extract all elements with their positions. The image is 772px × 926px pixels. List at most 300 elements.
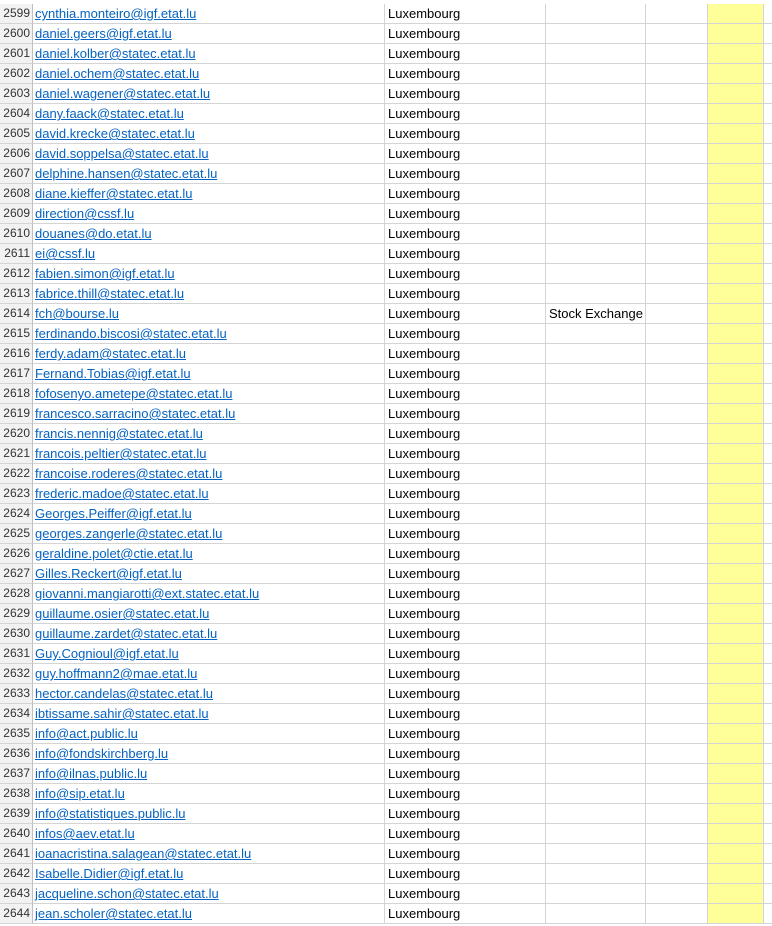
category-cell[interactable] bbox=[546, 704, 646, 724]
email-link-cell[interactable]: info@statistiques.public.lu bbox=[33, 804, 385, 824]
highlighted-cell[interactable] bbox=[708, 184, 764, 204]
empty-cell[interactable] bbox=[646, 364, 708, 384]
country-cell[interactable]: Luxembourg bbox=[385, 604, 546, 624]
empty-cell[interactable] bbox=[764, 84, 772, 104]
category-cell[interactable] bbox=[546, 324, 646, 344]
category-cell[interactable] bbox=[546, 664, 646, 684]
highlighted-cell[interactable] bbox=[708, 324, 764, 344]
email-link-cell[interactable]: Gilles.Reckert@igf.etat.lu bbox=[33, 564, 385, 584]
country-cell[interactable]: Luxembourg bbox=[385, 164, 546, 184]
empty-cell[interactable] bbox=[646, 304, 708, 324]
empty-cell[interactable] bbox=[764, 164, 772, 184]
country-cell[interactable]: Luxembourg bbox=[385, 464, 546, 484]
email-link-cell[interactable]: daniel.wagener@statec.etat.lu bbox=[33, 84, 385, 104]
row-number-header[interactable]: 2613 bbox=[0, 284, 33, 304]
category-cell[interactable] bbox=[546, 824, 646, 844]
country-cell[interactable]: Luxembourg bbox=[385, 724, 546, 744]
category-cell[interactable] bbox=[546, 784, 646, 804]
email-link-cell[interactable]: ferdinando.biscosi@statec.etat.lu bbox=[33, 324, 385, 344]
email-link-cell[interactable]: ioanacristina.salagean@statec.etat.lu bbox=[33, 844, 385, 864]
row-number-header[interactable]: 2631 bbox=[0, 644, 33, 664]
empty-cell[interactable] bbox=[646, 804, 708, 824]
country-cell[interactable]: Luxembourg bbox=[385, 124, 546, 144]
category-cell[interactable] bbox=[546, 464, 646, 484]
country-cell[interactable]: Luxembourg bbox=[385, 4, 546, 24]
empty-cell[interactable] bbox=[646, 184, 708, 204]
country-cell[interactable]: Luxembourg bbox=[385, 524, 546, 544]
empty-cell[interactable] bbox=[646, 684, 708, 704]
category-cell[interactable] bbox=[546, 644, 646, 664]
row-number-header[interactable]: 2620 bbox=[0, 424, 33, 444]
empty-cell[interactable] bbox=[646, 504, 708, 524]
row-number-header[interactable]: 2614 bbox=[0, 304, 33, 324]
empty-cell[interactable] bbox=[764, 604, 772, 624]
row-number-header[interactable]: 2634 bbox=[0, 704, 33, 724]
email-link-cell[interactable]: francoise.roderes@statec.etat.lu bbox=[33, 464, 385, 484]
email-link-cell[interactable]: francois.peltier@statec.etat.lu bbox=[33, 444, 385, 464]
email-link-cell[interactable]: frederic.madoe@statec.etat.lu bbox=[33, 484, 385, 504]
empty-cell[interactable] bbox=[646, 444, 708, 464]
row-number-header[interactable]: 2638 bbox=[0, 784, 33, 804]
category-cell[interactable] bbox=[546, 384, 646, 404]
email-link-cell[interactable]: ibtissame.sahir@statec.etat.lu bbox=[33, 704, 385, 724]
email-link-cell[interactable]: direction@cssf.lu bbox=[33, 204, 385, 224]
email-link-cell[interactable]: ferdy.adam@statec.etat.lu bbox=[33, 344, 385, 364]
empty-cell[interactable] bbox=[646, 644, 708, 664]
row-number-header[interactable]: 2641 bbox=[0, 844, 33, 864]
category-cell[interactable] bbox=[546, 24, 646, 44]
email-link-cell[interactable]: info@ilnas.public.lu bbox=[33, 764, 385, 784]
empty-cell[interactable] bbox=[764, 404, 772, 424]
row-number-header[interactable]: 2619 bbox=[0, 404, 33, 424]
row-number-header[interactable]: 2626 bbox=[0, 544, 33, 564]
empty-cell[interactable] bbox=[764, 264, 772, 284]
email-link-cell[interactable]: diane.kieffer@statec.etat.lu bbox=[33, 184, 385, 204]
country-cell[interactable]: Luxembourg bbox=[385, 144, 546, 164]
category-cell[interactable] bbox=[546, 364, 646, 384]
email-link-cell[interactable]: fabrice.thill@statec.etat.lu bbox=[33, 284, 385, 304]
empty-cell[interactable] bbox=[764, 464, 772, 484]
country-cell[interactable]: Luxembourg bbox=[385, 504, 546, 524]
country-cell[interactable]: Luxembourg bbox=[385, 804, 546, 824]
empty-cell[interactable] bbox=[646, 624, 708, 644]
empty-cell[interactable] bbox=[764, 324, 772, 344]
row-number-header[interactable]: 2633 bbox=[0, 684, 33, 704]
country-cell[interactable]: Luxembourg bbox=[385, 364, 546, 384]
row-number-header[interactable]: 2640 bbox=[0, 824, 33, 844]
row-number-header[interactable]: 2611 bbox=[0, 244, 33, 264]
category-cell[interactable] bbox=[546, 564, 646, 584]
row-number-header[interactable]: 2615 bbox=[0, 324, 33, 344]
email-link-cell[interactable]: info@sip.etat.lu bbox=[33, 784, 385, 804]
category-cell[interactable] bbox=[546, 124, 646, 144]
email-link-cell[interactable]: delphine.hansen@statec.etat.lu bbox=[33, 164, 385, 184]
empty-cell[interactable] bbox=[646, 144, 708, 164]
highlighted-cell[interactable] bbox=[708, 884, 764, 904]
email-link-cell[interactable]: fofosenyo.ametepe@statec.etat.lu bbox=[33, 384, 385, 404]
row-number-header[interactable]: 2601 bbox=[0, 44, 33, 64]
country-cell[interactable]: Luxembourg bbox=[385, 684, 546, 704]
country-cell[interactable]: Luxembourg bbox=[385, 204, 546, 224]
empty-cell[interactable] bbox=[646, 344, 708, 364]
row-number-header[interactable]: 2605 bbox=[0, 124, 33, 144]
empty-cell[interactable] bbox=[646, 64, 708, 84]
category-cell[interactable] bbox=[546, 84, 646, 104]
highlighted-cell[interactable] bbox=[708, 664, 764, 684]
empty-cell[interactable] bbox=[764, 704, 772, 724]
country-cell[interactable]: Luxembourg bbox=[385, 424, 546, 444]
empty-cell[interactable] bbox=[646, 784, 708, 804]
row-number-header[interactable]: 2621 bbox=[0, 444, 33, 464]
highlighted-cell[interactable] bbox=[708, 64, 764, 84]
highlighted-cell[interactable] bbox=[708, 864, 764, 884]
country-cell[interactable]: Luxembourg bbox=[385, 324, 546, 344]
category-cell[interactable] bbox=[546, 224, 646, 244]
category-cell[interactable] bbox=[546, 184, 646, 204]
country-cell[interactable]: Luxembourg bbox=[385, 304, 546, 324]
country-cell[interactable]: Luxembourg bbox=[385, 704, 546, 724]
email-link-cell[interactable]: david.krecke@statec.etat.lu bbox=[33, 124, 385, 144]
empty-cell[interactable] bbox=[646, 584, 708, 604]
category-cell[interactable] bbox=[546, 204, 646, 224]
country-cell[interactable]: Luxembourg bbox=[385, 64, 546, 84]
empty-cell[interactable] bbox=[646, 764, 708, 784]
country-cell[interactable]: Luxembourg bbox=[385, 624, 546, 644]
country-cell[interactable]: Luxembourg bbox=[385, 44, 546, 64]
empty-cell[interactable] bbox=[764, 504, 772, 524]
category-cell[interactable] bbox=[546, 904, 646, 924]
empty-cell[interactable] bbox=[764, 64, 772, 84]
email-link-cell[interactable]: cynthia.monteiro@igf.etat.lu bbox=[33, 4, 385, 24]
empty-cell[interactable] bbox=[646, 564, 708, 584]
email-link-cell[interactable]: info@act.public.lu bbox=[33, 724, 385, 744]
row-number-header[interactable]: 2617 bbox=[0, 364, 33, 384]
category-cell[interactable] bbox=[546, 4, 646, 24]
highlighted-cell[interactable] bbox=[708, 164, 764, 184]
email-link-cell[interactable]: guillaume.zardet@statec.etat.lu bbox=[33, 624, 385, 644]
country-cell[interactable]: Luxembourg bbox=[385, 104, 546, 124]
empty-cell[interactable] bbox=[646, 404, 708, 424]
category-cell[interactable] bbox=[546, 744, 646, 764]
category-cell[interactable] bbox=[546, 524, 646, 544]
empty-cell[interactable] bbox=[764, 484, 772, 504]
empty-cell[interactable] bbox=[764, 684, 772, 704]
empty-cell[interactable] bbox=[646, 264, 708, 284]
country-cell[interactable]: Luxembourg bbox=[385, 664, 546, 684]
highlighted-cell[interactable] bbox=[708, 724, 764, 744]
row-number-header[interactable]: 2639 bbox=[0, 804, 33, 824]
email-link-cell[interactable]: guillaume.osier@statec.etat.lu bbox=[33, 604, 385, 624]
empty-cell[interactable] bbox=[646, 604, 708, 624]
empty-cell[interactable] bbox=[646, 864, 708, 884]
empty-cell[interactable] bbox=[764, 904, 772, 924]
category-cell[interactable] bbox=[546, 64, 646, 84]
empty-cell[interactable] bbox=[764, 724, 772, 744]
country-cell[interactable]: Luxembourg bbox=[385, 904, 546, 924]
highlighted-cell[interactable] bbox=[708, 744, 764, 764]
highlighted-cell[interactable] bbox=[708, 244, 764, 264]
empty-cell[interactable] bbox=[764, 824, 772, 844]
row-number-header[interactable]: 2599 bbox=[0, 4, 33, 24]
empty-cell[interactable] bbox=[764, 744, 772, 764]
empty-cell[interactable] bbox=[646, 484, 708, 504]
empty-cell[interactable] bbox=[646, 4, 708, 24]
empty-cell[interactable] bbox=[646, 544, 708, 564]
country-cell[interactable]: Luxembourg bbox=[385, 824, 546, 844]
row-number-header[interactable]: 2643 bbox=[0, 884, 33, 904]
row-number-header[interactable]: 2623 bbox=[0, 484, 33, 504]
email-link-cell[interactable]: daniel.kolber@statec.etat.lu bbox=[33, 44, 385, 64]
highlighted-cell[interactable] bbox=[708, 204, 764, 224]
highlighted-cell[interactable] bbox=[708, 224, 764, 244]
email-link-cell[interactable]: fabien.simon@igf.etat.lu bbox=[33, 264, 385, 284]
highlighted-cell[interactable] bbox=[708, 904, 764, 924]
country-cell[interactable]: Luxembourg bbox=[385, 484, 546, 504]
row-number-header[interactable]: 2602 bbox=[0, 64, 33, 84]
highlighted-cell[interactable] bbox=[708, 684, 764, 704]
email-link-cell[interactable]: dany.faack@statec.etat.lu bbox=[33, 104, 385, 124]
empty-cell[interactable] bbox=[764, 304, 772, 324]
row-number-header[interactable]: 2616 bbox=[0, 344, 33, 364]
highlighted-cell[interactable] bbox=[708, 44, 764, 64]
category-cell[interactable] bbox=[546, 144, 646, 164]
category-cell[interactable] bbox=[546, 264, 646, 284]
category-cell[interactable] bbox=[546, 544, 646, 564]
email-link-cell[interactable]: georges.zangerle@statec.etat.lu bbox=[33, 524, 385, 544]
country-cell[interactable]: Luxembourg bbox=[385, 24, 546, 44]
country-cell[interactable]: Luxembourg bbox=[385, 264, 546, 284]
country-cell[interactable]: Luxembourg bbox=[385, 444, 546, 464]
highlighted-cell[interactable] bbox=[708, 144, 764, 164]
empty-cell[interactable] bbox=[764, 804, 772, 824]
email-link-cell[interactable]: Isabelle.Didier@igf.etat.lu bbox=[33, 864, 385, 884]
email-link-cell[interactable]: jacqueline.schon@statec.etat.lu bbox=[33, 884, 385, 904]
highlighted-cell[interactable] bbox=[708, 524, 764, 544]
country-cell[interactable]: Luxembourg bbox=[385, 744, 546, 764]
row-number-header[interactable]: 2603 bbox=[0, 84, 33, 104]
empty-cell[interactable] bbox=[764, 224, 772, 244]
email-link-cell[interactable]: info@fondskirchberg.lu bbox=[33, 744, 385, 764]
row-number-header[interactable]: 2622 bbox=[0, 464, 33, 484]
highlighted-cell[interactable] bbox=[708, 544, 764, 564]
empty-cell[interactable] bbox=[646, 904, 708, 924]
empty-cell[interactable] bbox=[646, 224, 708, 244]
email-link-cell[interactable]: daniel.ochem@statec.etat.lu bbox=[33, 64, 385, 84]
email-link-cell[interactable]: jean.scholer@statec.etat.lu bbox=[33, 904, 385, 924]
country-cell[interactable]: Luxembourg bbox=[385, 784, 546, 804]
country-cell[interactable]: Luxembourg bbox=[385, 884, 546, 904]
country-cell[interactable]: Luxembourg bbox=[385, 404, 546, 424]
country-cell[interactable]: Luxembourg bbox=[385, 344, 546, 364]
empty-cell[interactable] bbox=[764, 244, 772, 264]
country-cell[interactable]: Luxembourg bbox=[385, 564, 546, 584]
country-cell[interactable]: Luxembourg bbox=[385, 244, 546, 264]
empty-cell[interactable] bbox=[764, 364, 772, 384]
highlighted-cell[interactable] bbox=[708, 304, 764, 324]
category-cell[interactable] bbox=[546, 844, 646, 864]
empty-cell[interactable] bbox=[764, 544, 772, 564]
row-number-header[interactable]: 2629 bbox=[0, 604, 33, 624]
empty-cell[interactable] bbox=[764, 104, 772, 124]
empty-cell[interactable] bbox=[764, 24, 772, 44]
country-cell[interactable]: Luxembourg bbox=[385, 184, 546, 204]
empty-cell[interactable] bbox=[646, 464, 708, 484]
category-cell[interactable] bbox=[546, 284, 646, 304]
email-link-cell[interactable]: ei@cssf.lu bbox=[33, 244, 385, 264]
category-cell[interactable] bbox=[546, 404, 646, 424]
country-cell[interactable]: Luxembourg bbox=[385, 544, 546, 564]
email-link-cell[interactable]: infos@aev.etat.lu bbox=[33, 824, 385, 844]
country-cell[interactable]: Luxembourg bbox=[385, 844, 546, 864]
highlighted-cell[interactable] bbox=[708, 264, 764, 284]
row-number-header[interactable]: 2632 bbox=[0, 664, 33, 684]
empty-cell[interactable] bbox=[764, 4, 772, 24]
empty-cell[interactable] bbox=[764, 664, 772, 684]
empty-cell[interactable] bbox=[646, 744, 708, 764]
row-number-header[interactable]: 2630 bbox=[0, 624, 33, 644]
category-cell[interactable] bbox=[546, 424, 646, 444]
empty-cell[interactable] bbox=[646, 164, 708, 184]
highlighted-cell[interactable] bbox=[708, 824, 764, 844]
email-link-cell[interactable]: daniel.geers@igf.etat.lu bbox=[33, 24, 385, 44]
category-cell[interactable] bbox=[546, 584, 646, 604]
empty-cell[interactable] bbox=[764, 424, 772, 444]
empty-cell[interactable] bbox=[764, 864, 772, 884]
country-cell[interactable]: Luxembourg bbox=[385, 84, 546, 104]
category-cell[interactable] bbox=[546, 804, 646, 824]
empty-cell[interactable] bbox=[646, 844, 708, 864]
empty-cell[interactable] bbox=[646, 384, 708, 404]
row-number-header[interactable]: 2610 bbox=[0, 224, 33, 244]
highlighted-cell[interactable] bbox=[708, 584, 764, 604]
highlighted-cell[interactable] bbox=[708, 444, 764, 464]
category-cell[interactable] bbox=[546, 884, 646, 904]
empty-cell[interactable] bbox=[646, 244, 708, 264]
empty-cell[interactable] bbox=[646, 104, 708, 124]
highlighted-cell[interactable] bbox=[708, 644, 764, 664]
category-cell[interactable] bbox=[546, 624, 646, 644]
highlighted-cell[interactable] bbox=[708, 784, 764, 804]
country-cell[interactable]: Luxembourg bbox=[385, 644, 546, 664]
empty-cell[interactable] bbox=[764, 584, 772, 604]
row-number-header[interactable]: 2608 bbox=[0, 184, 33, 204]
category-cell[interactable] bbox=[546, 724, 646, 744]
highlighted-cell[interactable] bbox=[708, 424, 764, 444]
highlighted-cell[interactable] bbox=[708, 4, 764, 24]
email-link-cell[interactable]: giovanni.mangiarotti@ext.statec.etat.lu bbox=[33, 584, 385, 604]
empty-cell[interactable] bbox=[646, 284, 708, 304]
category-cell[interactable] bbox=[546, 484, 646, 504]
category-cell[interactable] bbox=[546, 864, 646, 884]
empty-cell[interactable] bbox=[764, 764, 772, 784]
row-number-header[interactable]: 2607 bbox=[0, 164, 33, 184]
empty-cell[interactable] bbox=[764, 184, 772, 204]
category-cell[interactable] bbox=[546, 504, 646, 524]
empty-cell[interactable] bbox=[646, 884, 708, 904]
highlighted-cell[interactable] bbox=[708, 344, 764, 364]
empty-cell[interactable] bbox=[646, 704, 708, 724]
row-number-header[interactable]: 2642 bbox=[0, 864, 33, 884]
country-cell[interactable]: Luxembourg bbox=[385, 224, 546, 244]
highlighted-cell[interactable] bbox=[708, 84, 764, 104]
empty-cell[interactable] bbox=[764, 344, 772, 364]
row-number-header[interactable]: 2604 bbox=[0, 104, 33, 124]
row-number-header[interactable]: 2612 bbox=[0, 264, 33, 284]
category-cell[interactable] bbox=[546, 764, 646, 784]
highlighted-cell[interactable] bbox=[708, 284, 764, 304]
category-cell[interactable] bbox=[546, 444, 646, 464]
highlighted-cell[interactable] bbox=[708, 704, 764, 724]
email-link-cell[interactable]: Fernand.Tobias@igf.etat.lu bbox=[33, 364, 385, 384]
highlighted-cell[interactable] bbox=[708, 384, 764, 404]
empty-cell[interactable] bbox=[764, 444, 772, 464]
empty-cell[interactable] bbox=[646, 724, 708, 744]
empty-cell[interactable] bbox=[764, 844, 772, 864]
email-link-cell[interactable]: douanes@do.etat.lu bbox=[33, 224, 385, 244]
row-number-header[interactable]: 2628 bbox=[0, 584, 33, 604]
highlighted-cell[interactable] bbox=[708, 484, 764, 504]
empty-cell[interactable] bbox=[646, 204, 708, 224]
empty-cell[interactable] bbox=[764, 124, 772, 144]
empty-cell[interactable] bbox=[764, 644, 772, 664]
empty-cell[interactable] bbox=[764, 564, 772, 584]
empty-cell[interactable] bbox=[764, 144, 772, 164]
email-link-cell[interactable]: geraldine.polet@ctie.etat.lu bbox=[33, 544, 385, 564]
email-link-cell[interactable]: francis.nennig@statec.etat.lu bbox=[33, 424, 385, 444]
highlighted-cell[interactable] bbox=[708, 564, 764, 584]
highlighted-cell[interactable] bbox=[708, 804, 764, 824]
empty-cell[interactable] bbox=[646, 424, 708, 444]
row-number-header[interactable]: 2635 bbox=[0, 724, 33, 744]
email-link-cell[interactable]: fch@bourse.lu bbox=[33, 304, 385, 324]
highlighted-cell[interactable] bbox=[708, 24, 764, 44]
empty-cell[interactable] bbox=[764, 284, 772, 304]
empty-cell[interactable] bbox=[764, 524, 772, 544]
empty-cell[interactable] bbox=[646, 664, 708, 684]
category-cell[interactable] bbox=[546, 604, 646, 624]
empty-cell[interactable] bbox=[764, 44, 772, 64]
highlighted-cell[interactable] bbox=[708, 844, 764, 864]
highlighted-cell[interactable] bbox=[708, 364, 764, 384]
highlighted-cell[interactable] bbox=[708, 464, 764, 484]
highlighted-cell[interactable] bbox=[708, 624, 764, 644]
empty-cell[interactable] bbox=[646, 24, 708, 44]
empty-cell[interactable] bbox=[646, 44, 708, 64]
empty-cell[interactable] bbox=[764, 784, 772, 804]
highlighted-cell[interactable] bbox=[708, 124, 764, 144]
country-cell[interactable]: Luxembourg bbox=[385, 284, 546, 304]
category-cell[interactable] bbox=[546, 344, 646, 364]
empty-cell[interactable] bbox=[646, 524, 708, 544]
empty-cell[interactable] bbox=[764, 624, 772, 644]
row-number-header[interactable]: 2644 bbox=[0, 904, 33, 924]
email-link-cell[interactable]: Georges.Peiffer@igf.etat.lu bbox=[33, 504, 385, 524]
row-number-header[interactable]: 2600 bbox=[0, 24, 33, 44]
empty-cell[interactable] bbox=[764, 384, 772, 404]
row-number-header[interactable]: 2624 bbox=[0, 504, 33, 524]
row-number-header[interactable]: 2625 bbox=[0, 524, 33, 544]
email-link-cell[interactable]: guy.hoffmann2@mae.etat.lu bbox=[33, 664, 385, 684]
email-link-cell[interactable]: Guy.Cognioul@igf.etat.lu bbox=[33, 644, 385, 664]
country-cell[interactable]: Luxembourg bbox=[385, 584, 546, 604]
highlighted-cell[interactable] bbox=[708, 504, 764, 524]
row-number-header[interactable]: 2609 bbox=[0, 204, 33, 224]
highlighted-cell[interactable] bbox=[708, 764, 764, 784]
category-cell[interactable] bbox=[546, 164, 646, 184]
country-cell[interactable]: Luxembourg bbox=[385, 384, 546, 404]
category-cell[interactable] bbox=[546, 684, 646, 704]
empty-cell[interactable] bbox=[646, 824, 708, 844]
